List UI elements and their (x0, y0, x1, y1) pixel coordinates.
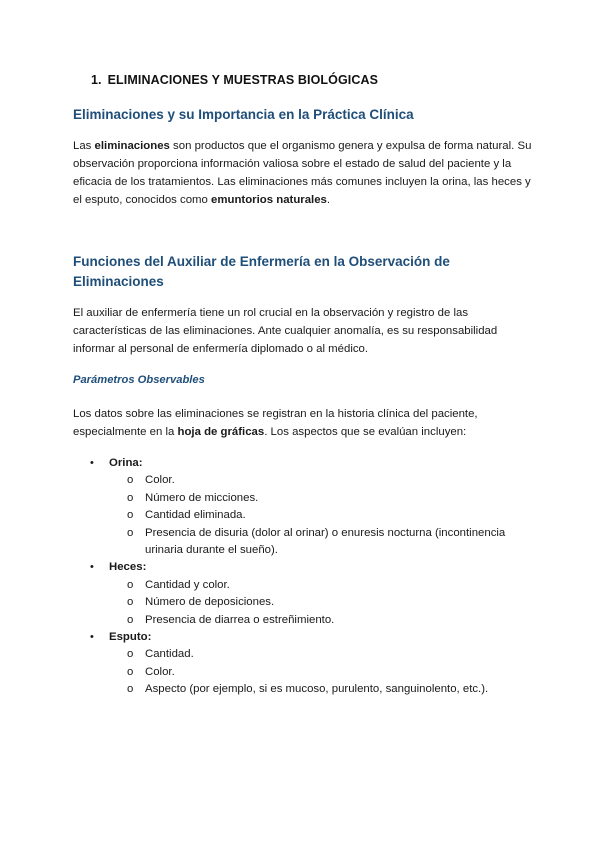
circle-marker-icon: o (127, 526, 134, 539)
list-item-heces (73, 559, 543, 576)
section-parametros-paragraph (73, 405, 533, 441)
text-run: . Los aspectos que se evalúan incluyen: (264, 426, 467, 438)
section-funciones-paragraph: El auxiliar de enfermería tiene un rol crucial en la observación y registro de las características de las eliminaciones. Ante cualquier anomalía, es su responsabilidad informar al personal de enfermería diplomado o al médico. (73, 307, 498, 355)
circle-marker-icon: o (127, 665, 134, 678)
sub-item (73, 612, 543, 629)
circle-marker-icon: o (127, 596, 134, 609)
bullet-icon: • (90, 631, 94, 644)
sub-item-text: Cantidad eliminada. (145, 509, 246, 522)
text-run: Los datos sobre las eliminaciones se registran en la historia clínica del paciente, especialmente en la (73, 408, 478, 438)
sub-item-text: Color. (145, 474, 175, 487)
main-heading (91, 73, 378, 87)
sub-item (73, 577, 543, 594)
circle-marker-icon: o (127, 491, 134, 504)
sub-item (73, 525, 543, 560)
sub-item-text: Cantidad y color. (145, 578, 230, 591)
bullet-icon: • (90, 561, 94, 574)
subsection-parametros-title: Parámetros Observables (73, 374, 205, 386)
section-importancia-title: Eliminaciones y su Importancia en la Práctica Clínica (73, 107, 414, 122)
list-label-heces: Heces: (109, 561, 147, 574)
bold-term-hoja-graficas: hoja de gráficas (177, 426, 265, 438)
sub-item-text: Número de micciones. (145, 491, 259, 504)
sub-item-text: Presencia de disuria (dolor al orinar) o enuresis nocturna (incontinencia urinaria durante el sueño). (145, 526, 506, 557)
sub-item (73, 472, 543, 489)
circle-marker-icon: o (127, 509, 134, 522)
bold-term-eliminaciones: eliminaciones (94, 140, 170, 152)
bullet-icon: • (90, 457, 94, 469)
list-item-orina (73, 455, 543, 472)
sub-item-text: Aspecto (por ejemplo, si es mucoso, purulento, sanguinolento, etc.). (145, 683, 489, 696)
circle-marker-icon: o (127, 474, 134, 487)
sub-item-text: Cantidad. (145, 648, 194, 661)
sub-item (73, 594, 543, 611)
circle-marker-icon: o (127, 648, 134, 661)
sub-item (73, 646, 543, 663)
text-run: . (326, 194, 331, 206)
text-run: Las (73, 140, 95, 152)
sub-item-text: Presencia de diarrea o estreñimiento. (145, 613, 335, 626)
bold-term-emuntorios: emuntorios naturales (211, 194, 327, 206)
sub-item-text: Número de deposiciones. (145, 596, 275, 609)
text-run: son productos que el organismo genera y expulsa de forma natural. Su observación proporciona información valiosa sobre el estado de salud del paciente y la eficacia de los tratamientos. Las eliminaciones más comunes incluyen la orina, las heces y el esputo, conocidos como (73, 140, 532, 206)
sub-item (73, 490, 543, 507)
list-item-esputo (73, 629, 543, 646)
circle-marker-icon: o (127, 578, 134, 591)
sub-item (73, 664, 543, 681)
eliminations-list (73, 455, 543, 699)
sub-item-text: Color. (145, 665, 175, 678)
list-label-orina: Orina: (109, 457, 143, 469)
heading-title: ELIMINACIONES Y MUESTRAS BIOLÓGICAS (107, 73, 379, 87)
sub-item (73, 507, 543, 524)
circle-marker-icon: o (127, 613, 134, 626)
list-label-esputo: Esputo: (109, 631, 152, 644)
section-importancia-paragraph (73, 137, 533, 209)
sub-item (73, 681, 543, 698)
section-funciones-title: Funciones del Auxiliar de Enfermería en la Observación de Eliminaciones (73, 254, 450, 289)
circle-marker-icon: o (127, 683, 134, 696)
heading-number: 1. (91, 73, 102, 87)
